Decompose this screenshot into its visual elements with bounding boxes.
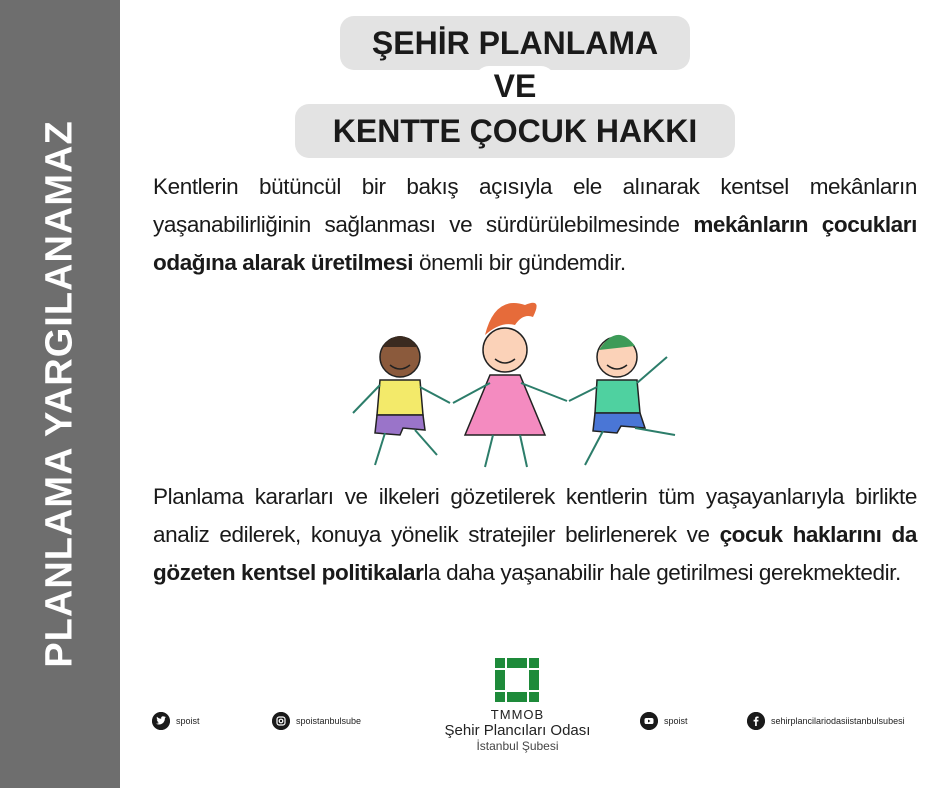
social-twitter[interactable] [152,712,200,730]
tmmob-logo-icon [495,658,539,702]
policy-paragraph [153,478,917,592]
social-instagram[interactable] [272,712,361,730]
child-right-figure [569,335,675,465]
facebook-handle: sehirplancilariodasiistanbulsubesi [771,716,905,726]
title-line-3: KENTTE ÇOCUK HAKKI [295,104,735,158]
social-youtube[interactable] [640,712,688,730]
intro-paragraph [153,168,917,282]
policy-text-2: la daha yaşanabilir hale getirilmesi gerekmektedir. [423,560,901,585]
twitter-icon [152,712,170,730]
sidebar [0,0,120,788]
children-illustration [345,295,685,475]
instagram-handle: spoistanbulsube [296,716,362,726]
intro-text-2: önemli bir gündemdir. [413,250,626,275]
intro-text-1: Kentlerin bütüncül bir bakış açısıyla ele alınarak kentsel mekânların yaşanabilirliğinin sağlanması ve sürdürülebilmesinde [153,174,917,237]
social-facebook[interactable] [747,712,905,730]
logo-line-3: İstanbul Şubesi [476,739,559,753]
policy-text-1: Planlama kararları ve ilkeleri gözetilerek kentlerin tüm yaşayanlarıyla birlikte analiz edilerek, konuya yönelik stratejiler belirlenerek ve [153,484,917,547]
child-left-figure [353,336,450,465]
youtube-handle: spoist [664,716,688,726]
policy-bold-text: çocuk haklarını da gözeten kentsel politikalar [153,522,917,585]
child-middle-figure [453,303,567,467]
sidebar-slogan: PLANLAMA YARGILANAMAZ [38,120,81,668]
logo-line-1: TMMOB [490,707,545,722]
facebook-icon [747,712,765,730]
twitter-handle: spoist [176,716,200,726]
intro-bold-text: mekânların çocukları odağına alarak üretilmesi [153,212,917,275]
logo-line-2: Şehir Plancıları Odası [444,722,591,739]
instagram-icon [272,712,290,730]
title-line-1: ŞEHİR PLANLAMA [340,16,690,70]
organization-name [420,707,615,753]
title-line-2: VE [475,66,555,106]
youtube-icon [640,712,658,730]
